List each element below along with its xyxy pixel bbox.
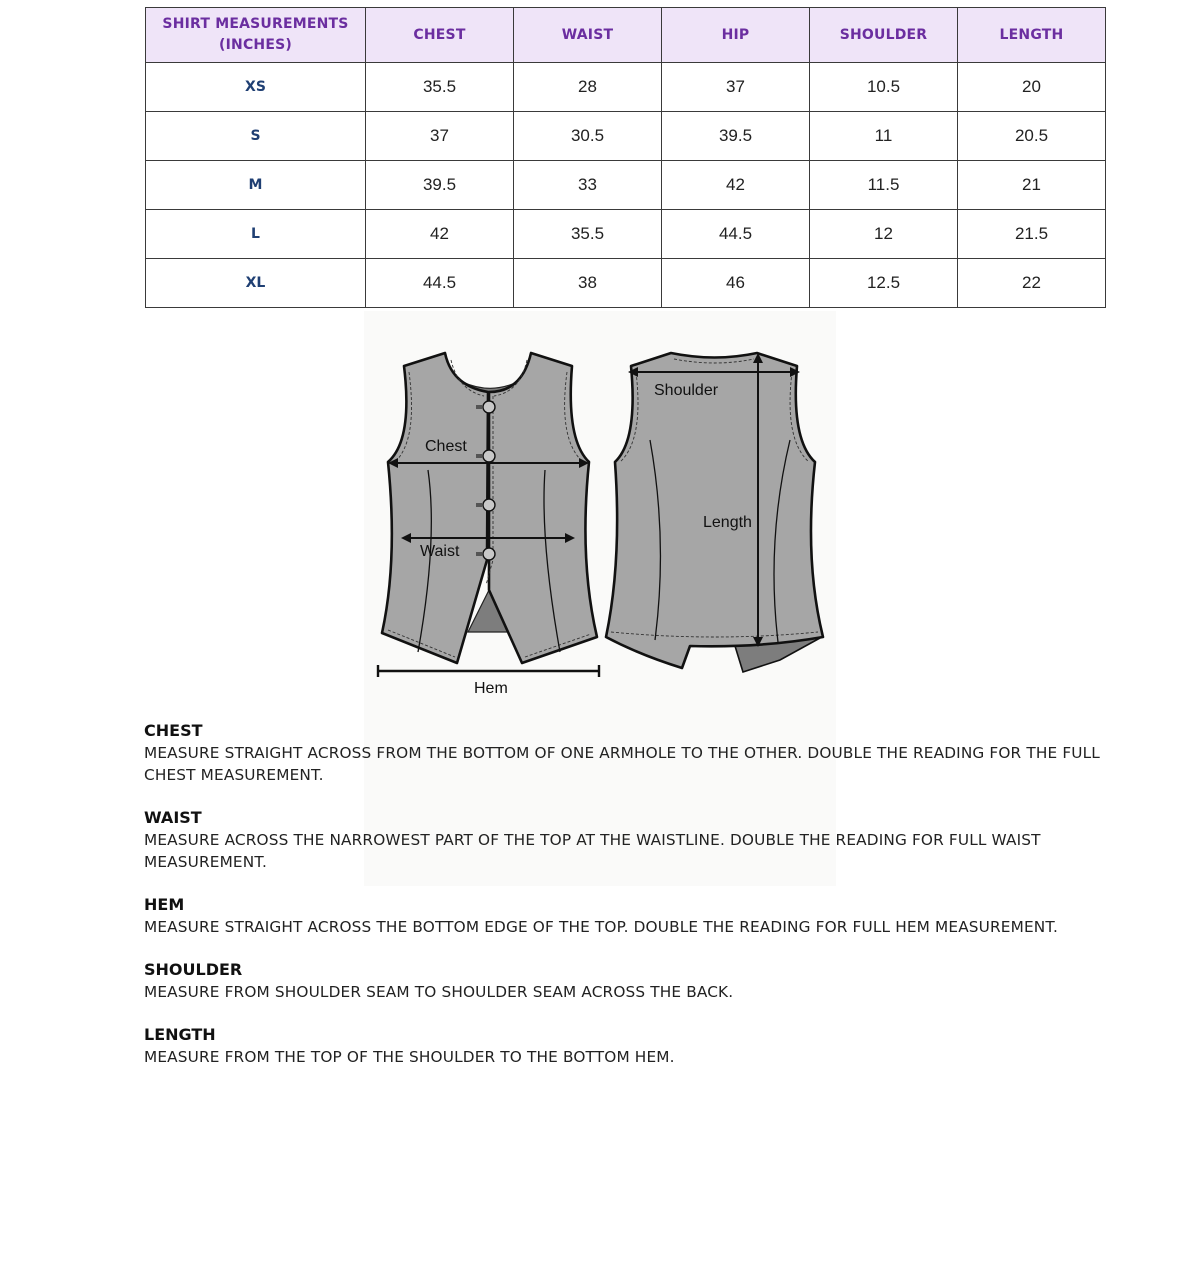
chest-label: Chest: [425, 438, 467, 455]
table-cell: 21.5: [958, 210, 1106, 259]
table-cell: 38: [514, 259, 662, 308]
hem-measure-bar: [378, 665, 599, 677]
instruction-shoulder: [144, 959, 1144, 1003]
table-cell: 28: [514, 63, 662, 112]
size-cell: L: [146, 210, 366, 259]
table-cell: 21: [958, 161, 1106, 210]
header-line-2: (INCHES): [219, 37, 292, 53]
column-header-chest: CHEST: [366, 8, 514, 63]
table-cell: 35.5: [514, 210, 662, 259]
table-cell: 44.5: [366, 259, 514, 308]
table-cell: 12.5: [810, 259, 958, 308]
table-cell: 42: [366, 210, 514, 259]
table-cell: 20: [958, 63, 1106, 112]
instruction-title: LENGTH: [144, 1025, 216, 1044]
table-cell: 10.5: [810, 63, 958, 112]
table-row: [146, 210, 1106, 259]
length-label: Length: [703, 514, 752, 531]
table-cell: 22: [958, 259, 1106, 308]
instruction-text: MEASURE STRAIGHT ACROSS THE BOTTOM EDGE OF THE TOP. DOUBLE THE READING FOR FULL HEM MEASUREMENT.: [144, 918, 1059, 936]
shoulder-label: Shoulder: [654, 382, 719, 399]
waist-label: Waist: [420, 543, 460, 560]
table-cell: 35.5: [366, 63, 514, 112]
instruction-text: MEASURE FROM SHOULDER SEAM TO SHOULDER SEAM ACROSS THE BACK.: [144, 983, 734, 1001]
table-cell: 42: [662, 161, 810, 210]
table-cell: 46: [662, 259, 810, 308]
measurement-instructions: [144, 720, 1144, 1089]
table-cell: 39.5: [662, 112, 810, 161]
column-header-length: LENGTH: [958, 8, 1106, 63]
table-row: [146, 112, 1106, 161]
instruction-length: [144, 1024, 1144, 1068]
instruction-text: MEASURE STRAIGHT ACROSS FROM THE BOTTOM OF ONE ARMHOLE TO THE OTHER. DOUBLE THE READING FOR THE FULL CHEST MEASUREMENT.: [144, 744, 1100, 784]
size-cell: S: [146, 112, 366, 161]
instruction-title: WAIST: [144, 808, 202, 827]
column-header-shoulder: SHOULDER: [810, 8, 958, 63]
table-cell: 33: [514, 161, 662, 210]
table-cell: 30.5: [514, 112, 662, 161]
table-cell: 39.5: [366, 161, 514, 210]
table-cell: 11.5: [810, 161, 958, 210]
instruction-text: MEASURE FROM THE TOP OF THE SHOULDER TO THE BOTTOM HEM.: [144, 1048, 675, 1066]
size-cell: XS: [146, 63, 366, 112]
size-chart-table: [145, 7, 1106, 308]
instruction-title: SHOULDER: [144, 960, 243, 979]
instruction-title: HEM: [144, 895, 185, 914]
table-row: [146, 259, 1106, 308]
vest-front: [378, 353, 599, 677]
table-cell: 44.5: [662, 210, 810, 259]
table-row: [146, 161, 1106, 210]
table-header-row: [146, 8, 1106, 63]
table-cell: 37: [662, 63, 810, 112]
table-header-size: [146, 8, 366, 63]
instruction-text: MEASURE ACROSS THE NARROWEST PART OF THE TOP AT THE WAISTLINE. DOUBLE THE READING FOR FULL WAIST MEASUREMENT.: [144, 831, 1041, 871]
table-cell: 37: [366, 112, 514, 161]
hem-label: Hem: [474, 680, 508, 697]
header-line-1: SHIRT MEASUREMENTS: [162, 16, 349, 32]
instruction-chest: [144, 720, 1144, 786]
instruction-waist: [144, 807, 1144, 873]
table-cell: 11: [810, 112, 958, 161]
instruction-title: CHEST: [144, 721, 203, 740]
table-row: [146, 63, 1106, 112]
vest-back: [606, 353, 823, 672]
column-header-hip: HIP: [662, 8, 810, 63]
size-cell: M: [146, 161, 366, 210]
size-cell: XL: [146, 259, 366, 308]
instruction-hem: [144, 894, 1144, 938]
table-cell: 20.5: [958, 112, 1106, 161]
table-cell: 12: [810, 210, 958, 259]
column-header-waist: WAIST: [514, 8, 662, 63]
